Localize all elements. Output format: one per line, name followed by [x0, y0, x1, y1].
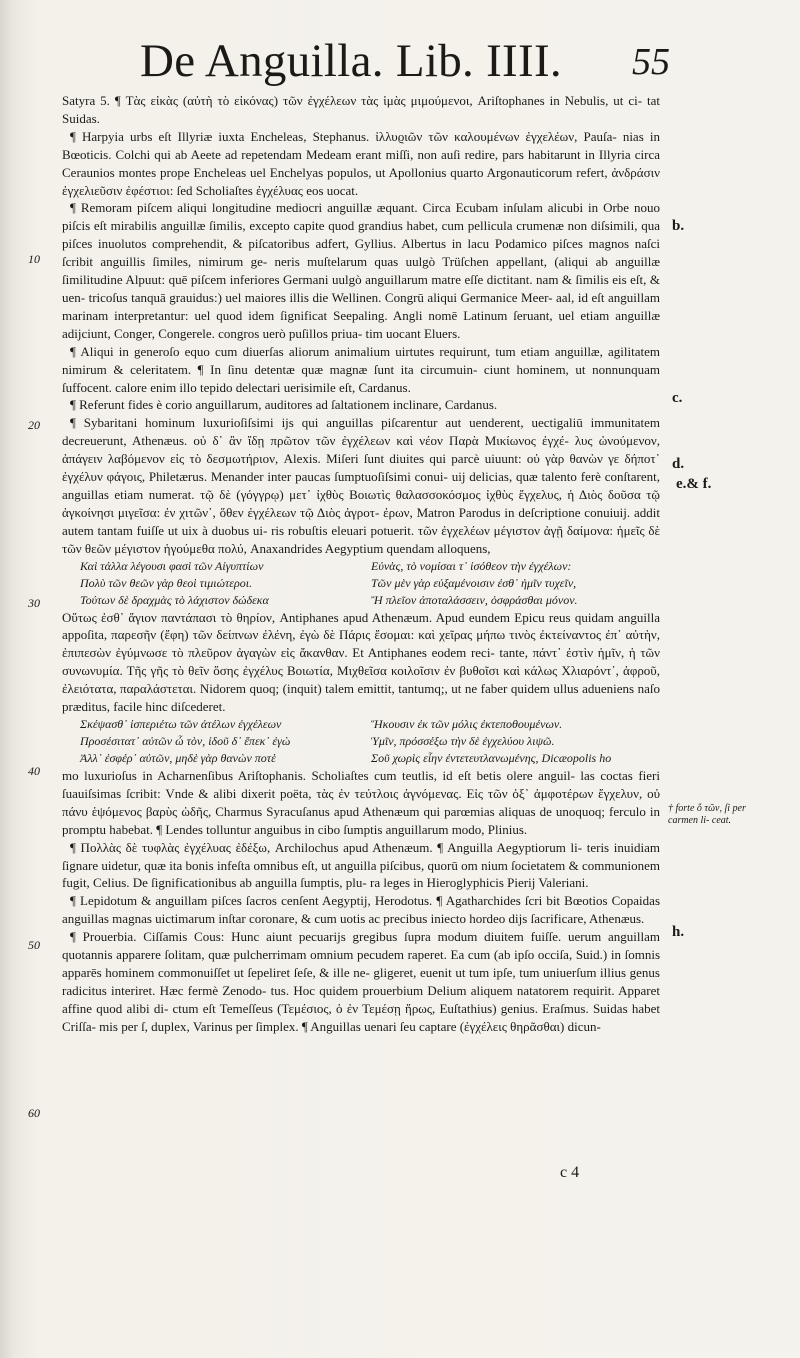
line-number-10: 10	[28, 252, 40, 266]
verse-right: Τῶν μὲν γὰρ εὐξαμένοισιν ἐσθ᾽ ἡμῖν τυχεῖν,	[371, 575, 577, 590]
verse-right: Ἥκουσιν ἐκ τῶν μόλις ἐκτεποθουμένων.	[371, 717, 563, 731]
signature-mark: c 4	[560, 1164, 580, 1181]
verse-line	[62, 592, 660, 609]
paragraph: Satyra 5. ¶ Τὰς εἰκὰς (αὐτὴ τὸ εἰκόνας) τῶν ἐγχέλεων τὰς ἱμὰς μιμούμενοι, Ariſtophanes in Nebulis, ut ci- tat Suidas.	[62, 93, 660, 126]
paragraph: ¶ Aliqui in generoſo equo cum diuerſas aliorum animalium uirtutes requirunt, tum etiam anguillæ, agilitatem nimirum & celeritatem. ¶ In ſinu detentæ quæ magnæ ſunt ita circumuin- ciunt hominem, ut nonnunquam ſuffocent. calore enim illo tepido delectari uerisimile eſt, Cardanus.	[62, 343, 660, 395]
margin-letter-b: b.	[672, 218, 685, 234]
margin-letter-c: c.	[672, 390, 683, 406]
page-number: 55	[632, 41, 670, 83]
line-number-30: 30	[28, 596, 40, 610]
verse-line	[62, 733, 660, 750]
text-body	[62, 92, 660, 1202]
verse-left: Σκέψασθ᾽ ἰσπεριέτω τῶν ἀτέλων ἐγχέλεων	[80, 717, 282, 731]
paragraph: ¶ Sybaritani hominum luxurioſiſsimi ijs qui anguillas piſcarentur aut uenderent, uectigaliū immunitatem decreuerunt, Athenæus. οὐ δ᾽ ἂν ἴδῃ πρῶτον τῶν ἐγχέλεων καὶ νέον Παρὰ Μικίωνος ἐγχέ- λυς ὠνούμενον, ἀπάγειν λαβόμενον εἰς τὸ δεσμωτήριον, Alexis. Miſeri ſunt diuites qui parcè uiuunt: οὐ γὰρ θανὼν γε δήποτ᾽ ἐγχέλυν φάγοις, Philetærus. Menander inter paucas ſumptuoſiſsimi conui- uij delicias, quæ talento ferè conſtarent, anguillas etiam numerat. τῷ δὲ (γόγγρῳ) μετ᾽ ἰχθὺς Βοιωτὶς θαλασσοκόσμος ἰχθὺς ἔγχελυς, ἡ Διὸς δοῦσα τῷ ἀγκοίνησι μιγεῖσα: ἐν χιτῶν᾽, ὅθεν ἐγχέλεων τῷ Διὸς ἀγροτ- ἐρων, Matron Parodus in deſcriptione conuiuij. addit autem tantam fuiſſe ut uix à duobus ui- ris robuſtis eleuari potuerit. τῶν ἐγχελέων μέγιστον ἀγῇ δαίμονα: ἡμεῖς δὲ τῶν θεῶν μέγιστον ἡγούμεθα πολύ, Anaxandrides Aegyptium quendam alloquens,	[62, 415, 660, 556]
verse-line	[62, 716, 660, 733]
verse-right: Σοῦ χωρὶς εἶην ἐντετευτλανωμένης, Dicæopolis ho	[371, 751, 612, 765]
line-number-40: 40	[28, 764, 40, 778]
verse-line	[62, 750, 660, 767]
margin-letter-d: d.	[672, 456, 685, 472]
margin-letter-ef: e.& f.	[676, 476, 712, 492]
paragraph: Οὕτως ἐσθ᾽ ἅγιον παντάπασι τὸ θηρίον, Antiphanes apud Athenæum. Apud eundem Epicu reus quidam anguilla appoſita, παρεσῆν (ἔφη) τῶν δείπνων ἐλένη, ἐγὼ δὲ Πάρις ἔσομαι: καὶ χεῖρας μήπω τινὸς ἐκτείναντος ἐπ᾽ αὐτὴν, ἐπιπεσὼν ἐγύμνωσε τὸ πλεῦρον ἀγαγὼν εἰς ἄκανθαν. Et Antiphanes eodem reci- tante, πάντ᾽ ἐστὶν ἡμῖν, ἡ τῶν συνωνυμία. Τῆς γῆς τὸ θεῖν ὅσης ἐγχέλυς Βοιωτία, Μιχθεῖσα κοιλοῖσιν ἐν βυθοῖσι καὶ κάλως Χλιαρόντ᾽, ἀφροῦ, ἐλειότατα, παραλάστεται. Nidorem quoq; (inquit) talem emittit, tantumq;, ut ne faber quidem ullus adueniens naſo præditus, facile hinc diſcederet.	[62, 609, 660, 715]
verse-left: Καὶ τάλλα λέγουσι φασὶ τῶν Αἰγυπτίων	[80, 558, 264, 573]
verse-line	[62, 575, 660, 592]
verse-line	[62, 558, 660, 575]
paragraph: mo luxurioſus in Acharnenſibus Ariſtophanis. Scholiaſtes cum teutlis, id eſt betis olere anguil- las coctas fieri ſuauiſsimas ſcribit: Vnde & alibi dixerit poëta, τὰς ἐν τεύτλοις ἀγνόμενας. Εἰς τῶν ὀξ᾽ ἀμφοτέρων ἔγχελυν, οὐ πάνυ ἑψόμενος βαρὺς ὠδῆς, Charmus Syracuſanus apud Athenæum qui parœmias aliquas de unoquoq; ferculo in promptu habebat. ¶ Lendes tolluntur anguibus in cibo ſumptis anguillarum modo, Plinius.	[62, 768, 660, 837]
line-number-50: 50	[28, 938, 40, 952]
verse-left: Προσέσιτατ᾽ αὐτῶν ὦ τὸν, ἰδοῦ δ᾽ ἔπεκ᾽ ἐγὼ	[80, 734, 291, 748]
verse-right: Ὑμῖν, πρόσσέξω τὴν δὲ ἐγχελύου λιψῶ.	[371, 734, 555, 748]
paragraph: ¶ Referunt fides è corio anguillarum, auditores ad ſaltationem inclinare, Cardanus.	[70, 397, 498, 413]
verse-right: Εὐνὰς, τὸ νομίσαι τ᾽ ἰσόθεον τὴν ἐγχέλων:	[371, 558, 572, 573]
paragraph: ¶ Prouerbia. Ciſſamis Cous: Hunc aiunt pecuarijs gregibus ſupra modum diuitem fuiſſe. uerum anguillam quotannis apparere ſolitam, quæ pulcherrimam omnium pecudem raperet. Ea cum (ab ipſo occiſa, Suid.) in ſomnis apparēs hominem commonuiſſet ut ſepeliret ſeſe, & ille ne- gligeret, euenit ut tum ipſe, tum uniuerſum illius genus radicitus interiret. Hæc fermè Zenodo- tus. Hoc quidem prouerbium Delium aliquem natatorem requirit. Apparet affine quod alibi di- ctum eſt Temeſſeus (Τεμέσιος, ὁ ἐν Τεμέσῃ ἥρως, Euſtathius) genius. Eraſmus. Suidas habet Criſſa- mis per ſ, duplex, Varinus per ſimplex. ¶ Anguillas uenari ſeu captare (ἐγχέλεις θηρᾶσθαι) dicun-	[62, 929, 660, 1034]
paragraph: ¶ Lepidotum & anguillam piſces ſacros cenſent Aegyptij, Herodotus. ¶ Agatharchides ſcri bit Bœotios Copaidas anguillas magnas uictimarum inſtar coronare, & cum uotis ac precibus iniecto hordeo dijs ſacrificare, Athenæus.	[62, 893, 660, 927]
page-title: De Anguilla. Lib. IIII.	[140, 35, 562, 87]
verse-left: Πολὺ τῶν θεῶν γὰρ θεοὶ τιμιώτεροι.	[80, 575, 253, 590]
line-number-60: 60	[28, 1106, 40, 1120]
paragraph: ¶ Πολλὰς δὲ τυφλὰς ἐγχέλυας ἐδέξω, Archilochus apud Athenæum. ¶ Anguilla Aegyptiorum li- teris inuidiam ſignare uidetur, quæ ita bonis infeſta omnibus eſt, ut anguilla piſcibus, quorū om nium ſocietatem & communionem fugit, Celius. De ſignificationibus ab anguilla ſumptis, plu- ra leges in Hieroglyphicis Pierij Valeriani.	[62, 839, 660, 891]
margin-note: † forte ὅ τῶν, ſi per carmen li- ceat.	[668, 803, 746, 826]
paragraph: ¶ Harpyia urbs eſt Illyriæ iuxta Encheleas, Stephanus. ἰλλυϱιῶν τῶν καλουμένων ἐγχελέων, Pauſa- nias in Bœoticis. Colchi qui ab Aeete ad repetendam Medeam erant miſſi, non auſi redire, pars habitarunt in Illyria circa Ceraunios montes prope Encheleas uel Enchelyas populos, ut Apollonius quarto Argonauticorum refert, ἀνδράσιν ἐγχελιεῦσιν ἐφέστιοι: ſed Scholiaſtes ἐγχέλυας eos uocat.	[62, 128, 660, 198]
line-number-20: 20	[28, 418, 40, 432]
verse-left: Ἀλλ᾽ ἐσφέρ᾽ αὐτῶν, μηδὲ γὰρ θανὼν ποτὲ	[80, 751, 276, 765]
running-head	[140, 30, 670, 92]
verse-right: Ἢ πλεῖον ἀποταλάσσειν, ὀσφράσθαι μόνον.	[371, 592, 578, 607]
paragraph: ¶ Remoram piſcem aliqui longitudine mediocri anguillæ æquant. Circa Ecubam inſulam alicubi in Orbe nouo piſcis eſt mirabilis anguillæ ſimilis, excepto capite quod grandius habet, cum pellicula crumenæ non diſsimili, qua piſces inuolutos comprehendit, & piſcatoribus adfert, Gyllius. Albertus in lacu Podamico piſces magnos naſci ſcribit anguillis ſimiles, nimirum ge- neris muſtelarum quas uulgò Trüſchen appellant, (aliqui ab anguillæ ſimilitudine Alpuut: quē piſcem inferiores Germani uulgò anguillarum matre eſſe dictitant. nam & ſimilis eis eſt, & uen- tricoſus tanquā grauidus:) uel maiores illis die Wellinen. Congrū aliqui Germanice Meer- aal, id eſt anguillam marinam interpretantur: uel quod idem ſignificat Seepaling. Angli nomē Latinum ſeruant, uel etiam anguillæ adijciunt, Conger, Congerele. congros uerò puſillos priua- tim uocant Eluers.	[62, 200, 660, 341]
verse-left: Τούτων δὲ δραχμὰς τὸ λάχιστον δώδεκα	[80, 592, 269, 607]
margin-letter-h: h.	[672, 924, 685, 940]
